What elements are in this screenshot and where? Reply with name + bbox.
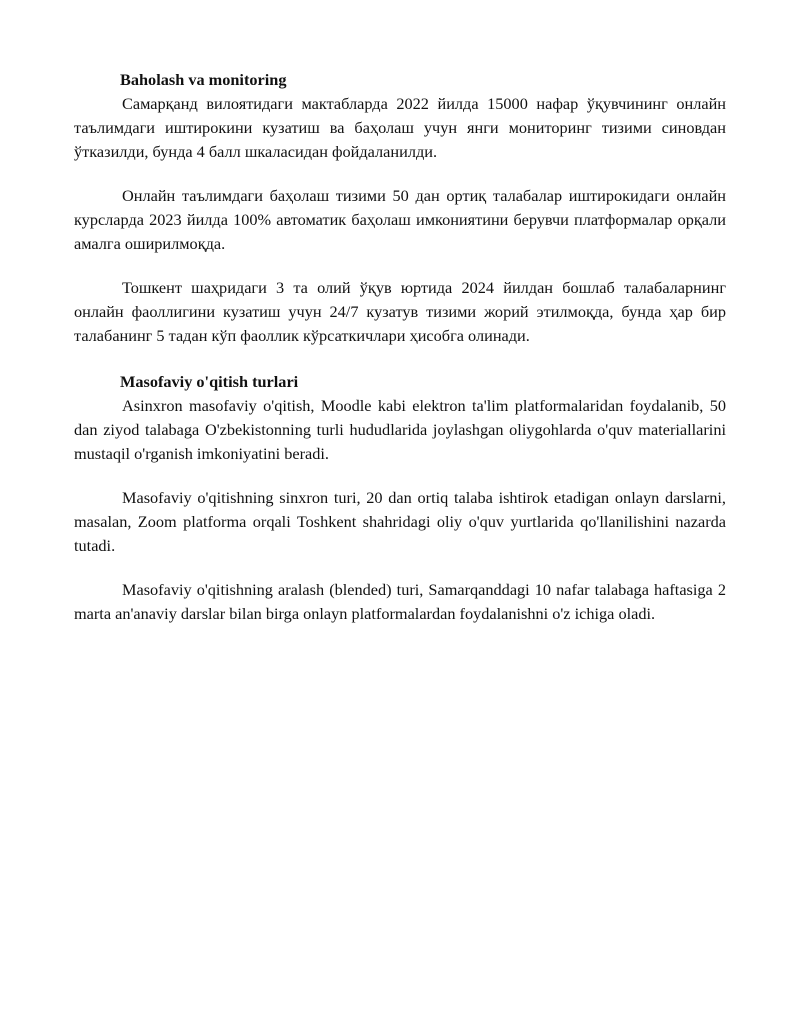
paragraph-asynchronous: Asinxron masofaviy o'qitish, Moodle kabi elektron ta'lim platformalaridan foydalanib, 50 dan ziyod talabaga O'zbekistonning turli hududlarida joylashgan oliygohlarda o'quv materiallarini mustaqil o'rganish imkoniyatini beradi. [74,396,726,463]
section-heading-baholash: Baholash va monitoring [120,70,287,89]
paragraph-tracking-system: Тошкент шаҳридаги 3 та олий ўқув юртида 2024 йилдан бошлаб талабаларнинг онлайн фаоллигини кузатиш учун 24/7 кузатув тизими жорий этилмоқда, бунда ҳар бир талабанинг 5 тадан кўп фаоллик кўрсаткичлари ҳисобга олинади. [74,278,726,345]
paragraph-synchronous: Masofaviy o'qitishning sinxron turi, 20 dan ortiq talaba ishtirok etadigan onlayn darslarni, masalan, Zoom platforma orqali Toshkent shahridagi oliy o'quv yurtlarida qo'llanilishini nazarda tutadi. [74,488,726,555]
section-heading-masofaviy: Masofaviy o'qitish turlari [120,372,299,391]
document-page [74,68,726,626]
paragraph-monitoring-system: Самарқанд вилоятидаги мактабларда 2022 йилда 15000 нафар ўқувчининг онлайн таълимдаги иштирокини кузатиш ва баҳолаш учун янги мониторинг тизими синовдан ўтказилди, бунда 4 балл шкаласидан фойдаланилди. [74,94,726,161]
paragraph-assessment-system: Онлайн таълимдаги баҳолаш тизими 50 дан ортиқ талабалар иштирокидаги онлайн курсларда 2023 йилда 100% автоматик баҳолаш имкониятини берувчи платформалар орқали амалга оширилмоқда. [74,186,726,253]
paragraph-blended: Masofaviy o'qitishning aralash (blended) turi, Samarqanddagi 10 nafar talabaga haftasiga 2 marta an'anaviy darslar bilan birga onlayn platformalardan foydalanishni o'z ichiga oladi. [74,580,726,623]
